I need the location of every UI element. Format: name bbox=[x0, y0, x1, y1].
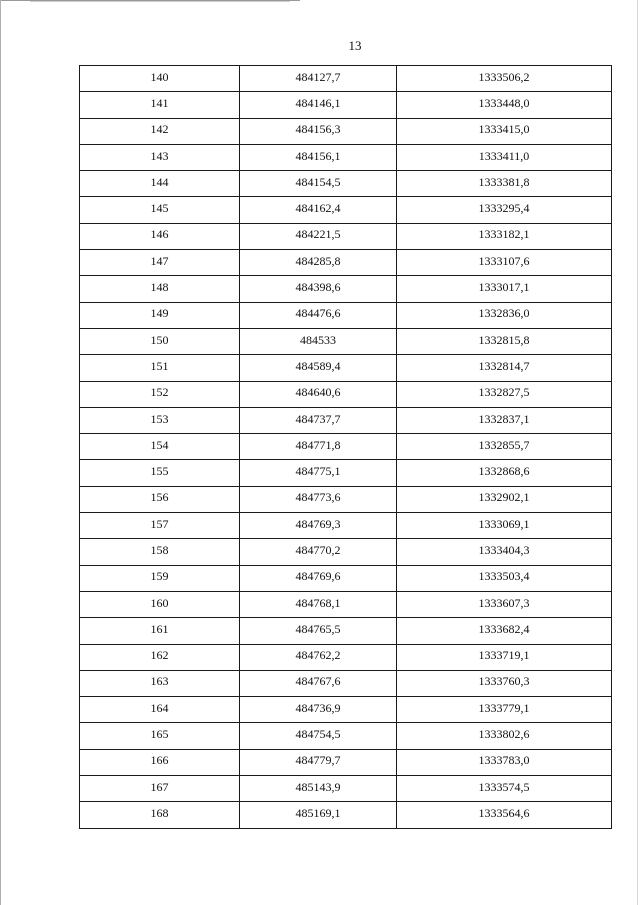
x-coordinate-cell: 484156,3 bbox=[240, 118, 397, 144]
table-row bbox=[80, 460, 612, 486]
y-coordinate-cell: 1333506,2 bbox=[397, 66, 612, 92]
table-row bbox=[80, 539, 612, 565]
x-coordinate-cell: 484768,1 bbox=[240, 591, 397, 617]
table-row bbox=[80, 776, 612, 802]
y-coordinate-cell: 1332868,6 bbox=[397, 460, 612, 486]
scan-edge-top-shadow bbox=[30, 1, 290, 2]
table-row bbox=[80, 118, 612, 144]
scan-edge-right bbox=[637, 0, 638, 905]
x-coordinate-cell: 484765,5 bbox=[240, 618, 397, 644]
scan-edge-left bbox=[0, 0, 1, 905]
x-coordinate-cell: 484767,6 bbox=[240, 670, 397, 696]
y-coordinate-cell: 1333760,3 bbox=[397, 670, 612, 696]
point-number-cell: 146 bbox=[80, 223, 240, 249]
point-number-cell: 157 bbox=[80, 513, 240, 539]
table-row bbox=[80, 66, 612, 92]
point-number-cell: 154 bbox=[80, 434, 240, 460]
x-coordinate-cell: 484589,4 bbox=[240, 355, 397, 381]
x-coordinate-cell: 484162,4 bbox=[240, 197, 397, 223]
table-row bbox=[80, 749, 612, 775]
point-number-cell: 144 bbox=[80, 171, 240, 197]
y-coordinate-cell: 1333682,4 bbox=[397, 618, 612, 644]
coordinates-table-body bbox=[80, 66, 612, 829]
table-row bbox=[80, 355, 612, 381]
table-row bbox=[80, 328, 612, 354]
point-number-cell: 159 bbox=[80, 565, 240, 591]
y-coordinate-cell: 1333069,1 bbox=[397, 513, 612, 539]
y-coordinate-cell: 1333381,8 bbox=[397, 171, 612, 197]
y-coordinate-cell: 1333503,4 bbox=[397, 565, 612, 591]
point-number-cell: 168 bbox=[80, 802, 240, 828]
y-coordinate-cell: 1333564,6 bbox=[397, 802, 612, 828]
y-coordinate-cell: 1333783,0 bbox=[397, 749, 612, 775]
y-coordinate-cell: 1333411,0 bbox=[397, 144, 612, 170]
y-coordinate-cell: 1332814,7 bbox=[397, 355, 612, 381]
point-number-cell: 164 bbox=[80, 697, 240, 723]
x-coordinate-cell: 485143,9 bbox=[240, 776, 397, 802]
y-coordinate-cell: 1332855,7 bbox=[397, 434, 612, 460]
y-coordinate-cell: 1333295,4 bbox=[397, 197, 612, 223]
point-number-cell: 153 bbox=[80, 407, 240, 433]
x-coordinate-cell: 484736,9 bbox=[240, 697, 397, 723]
table-row bbox=[80, 670, 612, 696]
point-number-cell: 142 bbox=[80, 118, 240, 144]
y-coordinate-cell: 1333802,6 bbox=[397, 723, 612, 749]
point-number-cell: 167 bbox=[80, 776, 240, 802]
y-coordinate-cell: 1332837,1 bbox=[397, 407, 612, 433]
x-coordinate-cell: 484754,5 bbox=[240, 723, 397, 749]
table-row bbox=[80, 92, 612, 118]
point-number-cell: 165 bbox=[80, 723, 240, 749]
y-coordinate-cell: 1333182,1 bbox=[397, 223, 612, 249]
table-row bbox=[80, 513, 612, 539]
table-row bbox=[80, 171, 612, 197]
point-number-cell: 141 bbox=[80, 92, 240, 118]
table-row bbox=[80, 723, 612, 749]
table-row bbox=[80, 565, 612, 591]
y-coordinate-cell: 1333415,0 bbox=[397, 118, 612, 144]
x-coordinate-cell: 485169,1 bbox=[240, 802, 397, 828]
table-row bbox=[80, 302, 612, 328]
x-coordinate-cell: 484156,1 bbox=[240, 144, 397, 170]
coordinates-table bbox=[79, 65, 612, 829]
y-coordinate-cell: 1332836,0 bbox=[397, 302, 612, 328]
x-coordinate-cell: 484640,6 bbox=[240, 381, 397, 407]
y-coordinate-cell: 1333448,0 bbox=[397, 92, 612, 118]
x-coordinate-cell: 484770,2 bbox=[240, 539, 397, 565]
point-number-cell: 151 bbox=[80, 355, 240, 381]
table-row bbox=[80, 644, 612, 670]
point-number-cell: 150 bbox=[80, 328, 240, 354]
table-row bbox=[80, 802, 612, 828]
table-row bbox=[80, 618, 612, 644]
x-coordinate-cell: 484146,1 bbox=[240, 92, 397, 118]
x-coordinate-cell: 484127,7 bbox=[240, 66, 397, 92]
point-number-cell: 162 bbox=[80, 644, 240, 670]
y-coordinate-cell: 1333719,1 bbox=[397, 644, 612, 670]
y-coordinate-cell: 1333574,5 bbox=[397, 776, 612, 802]
table-row bbox=[80, 434, 612, 460]
table-row bbox=[80, 197, 612, 223]
point-number-cell: 143 bbox=[80, 144, 240, 170]
x-coordinate-cell: 484779,7 bbox=[240, 749, 397, 775]
point-number-cell: 145 bbox=[80, 197, 240, 223]
y-coordinate-cell: 1333404,3 bbox=[397, 539, 612, 565]
y-coordinate-cell: 1333107,6 bbox=[397, 250, 612, 276]
x-coordinate-cell: 484154,5 bbox=[240, 171, 397, 197]
x-coordinate-cell: 484533 bbox=[240, 328, 397, 354]
x-coordinate-cell: 484221,5 bbox=[240, 223, 397, 249]
x-coordinate-cell: 484775,1 bbox=[240, 460, 397, 486]
y-coordinate-cell: 1332827,5 bbox=[397, 381, 612, 407]
y-coordinate-cell: 1333017,1 bbox=[397, 276, 612, 302]
point-number-cell: 158 bbox=[80, 539, 240, 565]
page-number: 13 bbox=[348, 38, 362, 53]
x-coordinate-cell: 484737,7 bbox=[240, 407, 397, 433]
table-row bbox=[80, 381, 612, 407]
x-coordinate-cell: 484769,3 bbox=[240, 513, 397, 539]
table-row bbox=[80, 276, 612, 302]
y-coordinate-cell: 1332902,1 bbox=[397, 486, 612, 512]
point-number-cell: 152 bbox=[80, 381, 240, 407]
point-number-cell: 148 bbox=[80, 276, 240, 302]
point-number-cell: 161 bbox=[80, 618, 240, 644]
point-number-cell: 155 bbox=[80, 460, 240, 486]
y-coordinate-cell: 1333779,1 bbox=[397, 697, 612, 723]
table-row bbox=[80, 144, 612, 170]
table-row bbox=[80, 407, 612, 433]
x-coordinate-cell: 484762,2 bbox=[240, 644, 397, 670]
point-number-cell: 166 bbox=[80, 749, 240, 775]
point-number-cell: 149 bbox=[80, 302, 240, 328]
point-number-cell: 140 bbox=[80, 66, 240, 92]
y-coordinate-cell: 1332815,8 bbox=[397, 328, 612, 354]
point-number-cell: 163 bbox=[80, 670, 240, 696]
point-number-cell: 160 bbox=[80, 591, 240, 617]
x-coordinate-cell: 484773,6 bbox=[240, 486, 397, 512]
y-coordinate-cell: 1333607,3 bbox=[397, 591, 612, 617]
point-number-cell: 156 bbox=[80, 486, 240, 512]
table-row bbox=[80, 486, 612, 512]
table-row bbox=[80, 591, 612, 617]
x-coordinate-cell: 484398,6 bbox=[240, 276, 397, 302]
x-coordinate-cell: 484476,6 bbox=[240, 302, 397, 328]
table-row bbox=[80, 223, 612, 249]
table-row bbox=[80, 250, 612, 276]
point-number-cell: 147 bbox=[80, 250, 240, 276]
x-coordinate-cell: 484771,8 bbox=[240, 434, 397, 460]
x-coordinate-cell: 484285,8 bbox=[240, 250, 397, 276]
table-row bbox=[80, 697, 612, 723]
x-coordinate-cell: 484769,6 bbox=[240, 565, 397, 591]
